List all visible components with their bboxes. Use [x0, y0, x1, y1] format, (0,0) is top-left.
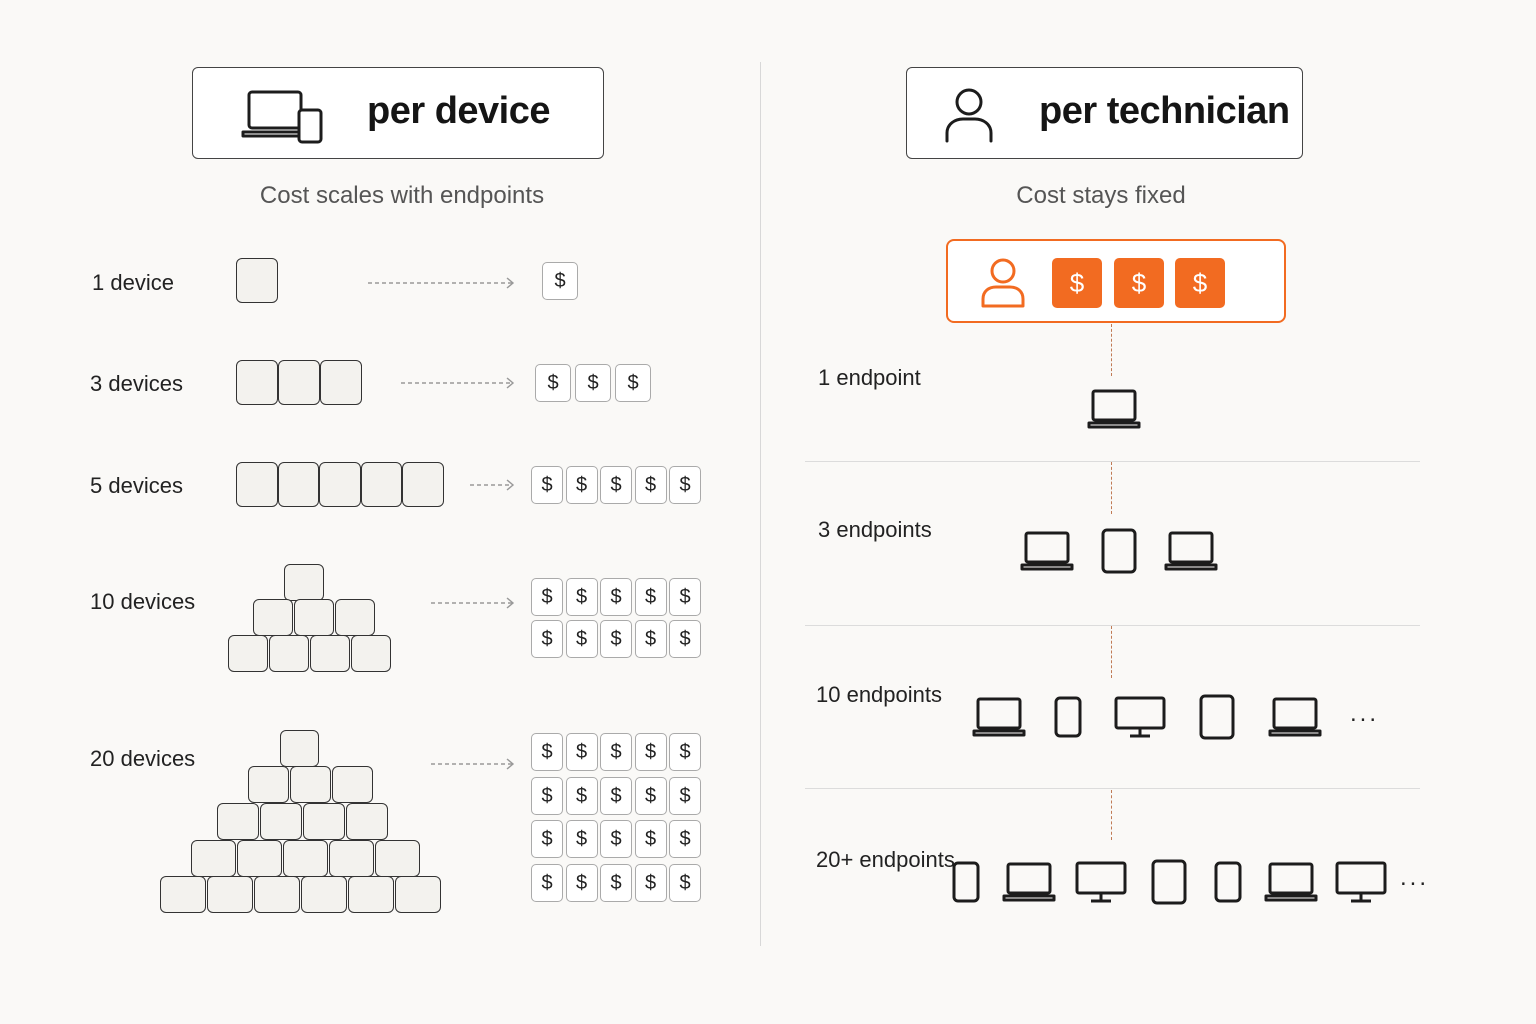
- dollar-coin: $: [531, 620, 563, 658]
- row-label-10-endpoints: 10 endpoints: [816, 682, 942, 707]
- row-separator: [805, 625, 1420, 626]
- more-endpoints-ellipsis: ...: [1400, 864, 1430, 891]
- dollar-coin: $: [669, 620, 701, 658]
- dollar-coin: $: [575, 364, 611, 402]
- row-label-20-endpoints: 20+ endpoints: [816, 847, 955, 872]
- dollar-coin: $: [669, 578, 701, 616]
- device-tile: [402, 462, 444, 507]
- device-tile: [310, 635, 350, 672]
- connector-line: [1111, 626, 1112, 678]
- dollar-coin: $: [566, 620, 598, 658]
- dashed-arrow: [368, 276, 517, 290]
- laptop-icon: [1020, 530, 1074, 572]
- device-tile: [395, 876, 441, 913]
- dollar-coin: $: [669, 733, 701, 771]
- row-label-3-endpoints: 3 endpoints: [818, 517, 932, 542]
- device-tile: [236, 360, 278, 405]
- phone-icon: [1054, 696, 1082, 738]
- technician-cost-coin: $: [1114, 258, 1164, 308]
- device-tile: [260, 803, 302, 840]
- per-device-title: per device: [367, 90, 550, 132]
- device-tile: [278, 360, 320, 405]
- dollar-coin: $: [566, 820, 598, 858]
- dollar-coin: $: [535, 364, 571, 402]
- device-tile: [280, 730, 319, 767]
- device-tile: [351, 635, 391, 672]
- dollar-coin: $: [566, 578, 598, 616]
- monitor-icon: [1335, 861, 1387, 903]
- phone-icon: [1214, 861, 1242, 903]
- row-separator: [805, 461, 1420, 462]
- dollar-coin: $: [635, 777, 667, 815]
- per-device-subtitle: Cost scales with endpoints: [259, 182, 545, 209]
- device-tile: [320, 360, 362, 405]
- device-tile: [236, 258, 278, 303]
- device-tile: [284, 564, 324, 601]
- per-technician-title: per technician: [1039, 90, 1290, 132]
- row-separator: [805, 788, 1420, 789]
- dollar-coin: $: [531, 733, 563, 771]
- dollar-coin: $: [566, 864, 598, 902]
- dollar-coin: $: [531, 466, 563, 504]
- technician-cost-coin: $: [1175, 258, 1225, 308]
- device-tile: [160, 876, 206, 913]
- person-icon: [943, 86, 995, 144]
- laptop-icon: [1087, 388, 1141, 430]
- device-tile: [348, 876, 394, 913]
- row-label-3-devices: 3 devices: [90, 371, 183, 396]
- dollar-coin: $: [635, 466, 667, 504]
- device-tile: [294, 599, 334, 636]
- dollar-coin: $: [600, 733, 632, 771]
- dollar-coin: $: [600, 620, 632, 658]
- tablet-icon: [1151, 859, 1187, 905]
- device-tile: [191, 840, 236, 877]
- technician-cost-coin: $: [1052, 258, 1102, 308]
- more-endpoints-ellipsis: ...: [1350, 700, 1380, 727]
- row-label-5-devices: 5 devices: [90, 473, 183, 498]
- tablet-icon: [1101, 528, 1137, 574]
- dollar-coin: $: [542, 262, 578, 300]
- dollar-coin: $: [566, 733, 598, 771]
- dollar-coin: $: [669, 864, 701, 902]
- device-tile: [278, 462, 320, 507]
- dollar-coin: $: [600, 578, 632, 616]
- technician-cost-box: [946, 239, 1286, 323]
- monitor-icon: [1114, 696, 1166, 738]
- per-technician-subtitle: Cost stays fixed: [1016, 182, 1186, 209]
- device-tile: [329, 840, 374, 877]
- dollar-coin: $: [566, 777, 598, 815]
- dollar-coin: $: [600, 466, 632, 504]
- device-tile: [319, 462, 361, 507]
- dollar-coin: $: [615, 364, 651, 402]
- dollar-coin: $: [600, 777, 632, 815]
- row-label-10-devices: 10 devices: [90, 589, 196, 614]
- dollar-coin: $: [600, 820, 632, 858]
- phone-icon: [952, 861, 980, 903]
- device-tile: [207, 876, 253, 913]
- laptop-icon: [972, 696, 1026, 738]
- per-device-header: [192, 67, 604, 159]
- device-tile: [303, 803, 345, 840]
- connector-line: [1111, 462, 1112, 514]
- laptop-icon: [1002, 861, 1056, 903]
- dashed-arrow: [431, 596, 517, 610]
- dollar-coin: $: [635, 820, 667, 858]
- device-tile: [269, 635, 309, 672]
- dashed-arrow: [401, 376, 517, 390]
- dollar-coin: $: [531, 864, 563, 902]
- laptop-icon: [1164, 530, 1218, 572]
- device-tile: [346, 803, 388, 840]
- column-divider: [760, 62, 761, 946]
- laptop-icon: [1268, 696, 1322, 738]
- device-tile: [217, 803, 259, 840]
- device-tile: [335, 599, 375, 636]
- dollar-coin: $: [635, 733, 667, 771]
- dollar-coin: $: [600, 864, 632, 902]
- device-tile: [290, 766, 331, 803]
- dashed-arrow: [470, 478, 517, 492]
- device-tile: [332, 766, 373, 803]
- connector-line: [1111, 790, 1112, 840]
- device-tile: [361, 462, 403, 507]
- device-tile: [301, 876, 347, 913]
- device-tile: [228, 635, 268, 672]
- dollar-coin: $: [669, 777, 701, 815]
- dollar-coin: $: [669, 820, 701, 858]
- per-technician-header: [906, 67, 1303, 159]
- device-tile: [375, 840, 420, 877]
- dollar-coin: $: [531, 777, 563, 815]
- device-tile: [236, 462, 278, 507]
- dollar-coin: $: [531, 820, 563, 858]
- device-tile: [253, 599, 293, 636]
- connector-line: [1111, 324, 1112, 376]
- tablet-icon: [1199, 694, 1235, 740]
- dashed-arrow: [431, 757, 517, 771]
- device-tile: [283, 840, 328, 877]
- dollar-coin: $: [566, 466, 598, 504]
- row-label-1-endpoint: 1 endpoint: [818, 365, 921, 390]
- dollar-coin: $: [635, 578, 667, 616]
- device-tile: [254, 876, 300, 913]
- dollar-coin: $: [531, 578, 563, 616]
- row-label-20-devices: 20 devices: [90, 746, 196, 771]
- dollar-coin: $: [635, 864, 667, 902]
- dollar-coin: $: [669, 466, 701, 504]
- row-label-1-device: 1 device: [92, 270, 174, 295]
- device-tile: [248, 766, 289, 803]
- monitor-icon: [1075, 861, 1127, 903]
- laptop-phone-icon: [241, 88, 327, 144]
- dollar-coin: $: [635, 620, 667, 658]
- person-icon: [980, 257, 1026, 309]
- laptop-icon: [1264, 861, 1318, 903]
- device-tile: [237, 840, 282, 877]
